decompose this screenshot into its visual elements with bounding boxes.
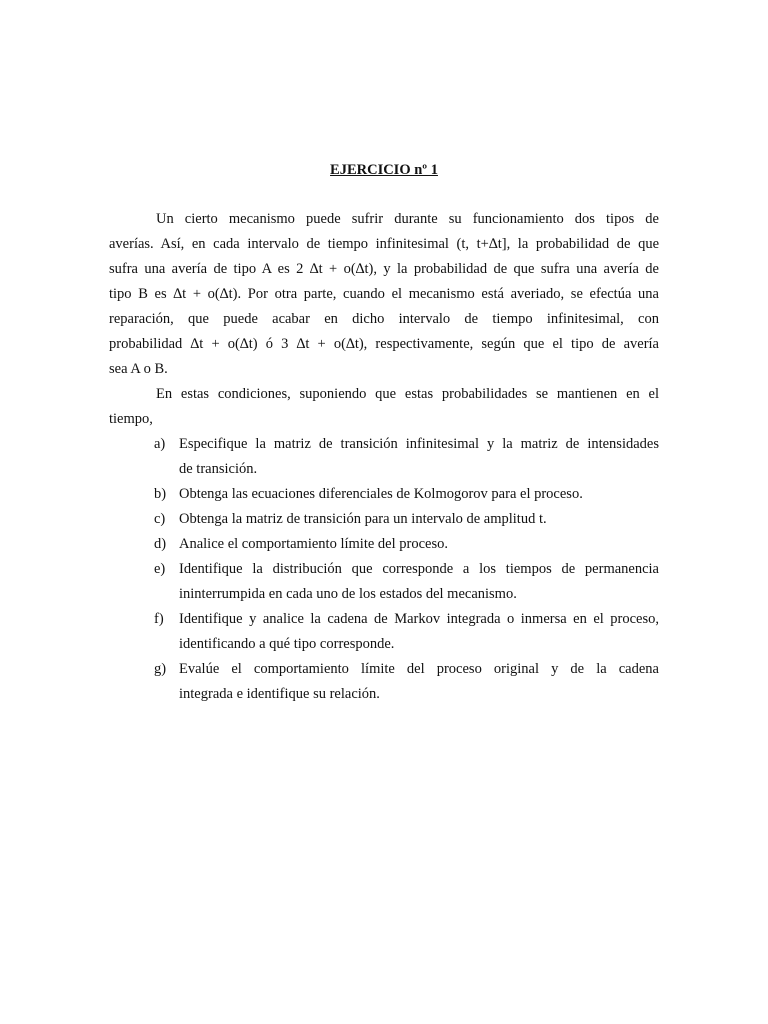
list-item-e [109,557,659,607]
paragraph-line: reparación, que puede acabar en dicho intervalo de tiempo infinitesimal, con [109,311,659,327]
list-marker: f) [154,611,164,627]
list-line: Evalúe el comportamiento límite del proceso original y de la cadena [179,661,659,677]
list-marker: c) [154,511,166,527]
list-marker: d) [154,536,167,552]
list-item-text [179,432,659,482]
list-item-text [179,532,659,557]
conditions-paragraph [109,382,659,432]
list-item-text [179,607,659,657]
list-line: Obtenga la matriz de transición para un intervalo de amplitud t. [179,511,547,527]
list-line: identificando a qué tipo corresponde. [179,636,395,652]
paragraph-line: averías. Así, en cada intervalo de tiempo infinitesimal (t, t+∆t], la probabilidad de que [109,236,659,252]
list-item-text [179,557,659,607]
paragraph-line: sufra una avería de tipo A es 2 ∆t + o(∆t), y la probabilidad de que sufra una avería de [109,261,659,277]
question-list [109,432,659,707]
list-item-text [179,507,659,532]
list-item-text [179,657,659,707]
paragraph-line: Un cierto mecanismo puede sufrir durante su funcionamiento dos tipos de [156,211,659,227]
list-marker: e) [154,561,166,577]
list-line: Especifique la matriz de transición infinitesimal y la matriz de intensidades [179,436,659,452]
paragraph-line: tiempo, [109,411,153,427]
list-line: Identifique y analice la cadena de Markov integrada o inmersa en el proceso, [179,611,659,627]
paragraph-line: probabilidad ∆t + o(∆t) ó 3 ∆t + o(∆t), respectivamente, según que el tipo de avería [109,336,659,352]
list-item-b [109,482,659,507]
paragraph-line: tipo B es ∆t + o(∆t). Por otra parte, cuando el mecanismo está averiado, se efectúa una [109,286,659,302]
list-line: Analice el comportamiento límite del proceso. [179,536,448,552]
paragraph-line: En estas condiciones, suponiendo que estas probabilidades se mantienen en el [156,386,659,402]
list-item-d [109,532,659,557]
list-marker: a) [154,436,166,452]
exercise-title: EJERCICIO nº 1 [330,162,438,178]
paragraph-line: sea A o B. [109,361,168,377]
list-marker: g) [154,661,167,677]
list-item-c [109,507,659,532]
list-marker: b) [154,486,167,502]
list-item-text [179,482,659,507]
list-line: integrada e identifique su relación. [179,686,380,702]
problem-statement-paragraph [109,207,659,382]
list-line: Identifique la distribución que corresponde a los tiempos de permanencia [179,561,659,577]
list-line: Obtenga las ecuaciones diferenciales de Kolmogorov para el proceso. [179,486,583,502]
list-line: ininterrumpida en cada uno de los estados del mecanismo. [179,586,517,602]
list-item-g [109,657,659,707]
list-item-f [109,607,659,657]
list-line: de transición. [179,461,258,477]
list-item-a [109,432,659,482]
